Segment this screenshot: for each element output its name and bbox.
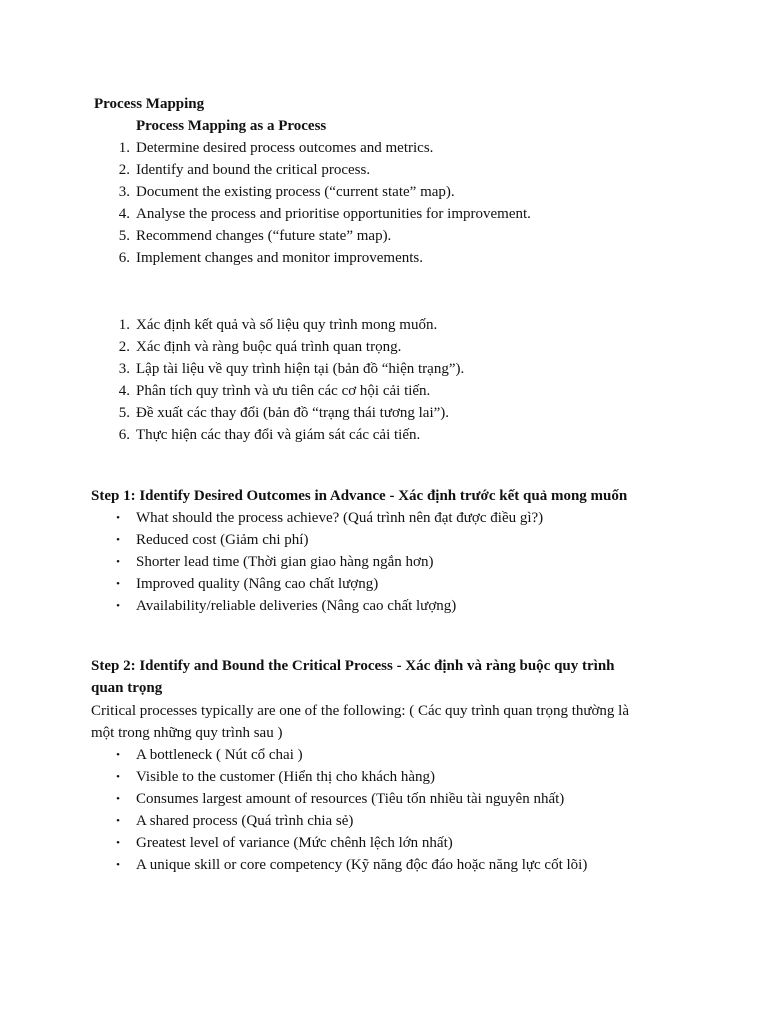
step2-heading-continued: quan trọng: [91, 680, 163, 696]
list-number: 1.: [118, 317, 130, 333]
list-item-text: Reduced cost (Giảm chi phí): [136, 532, 309, 548]
list-item: [116, 551, 543, 573]
list-item: [116, 788, 587, 810]
list-item-text: A unique skill or core competency (Kỹ năng độc đáo hoặc năng lực cốt lõi): [136, 857, 588, 873]
list-number: 6.: [118, 427, 130, 443]
list-item-text: Determine desired process outcomes and metrics.: [136, 140, 434, 156]
list-item: [118, 380, 464, 402]
list-item: [118, 181, 531, 203]
english-steps-list: [118, 137, 531, 269]
bullet-icon: •: [116, 837, 120, 849]
list-item-text: What should the process achieve? (Quá trình nên đạt được điều gì?): [136, 510, 544, 526]
list-item: [118, 225, 531, 247]
list-number: 2.: [118, 162, 130, 178]
list-item: [116, 766, 587, 788]
step1-bullet-list: [116, 507, 544, 617]
list-number: 4.: [118, 206, 130, 222]
list-item-text: Improved quality (Nâng cao chất lượng): [136, 576, 379, 592]
list-item-text: Implement changes and monitor improvements.: [136, 250, 424, 266]
list-item: [118, 424, 464, 446]
list-item: [118, 247, 531, 269]
list-item: [118, 137, 531, 159]
list-item: [116, 854, 588, 876]
list-item-text: Phân tích quy trình và ưu tiên các cơ hội cải tiến.: [136, 383, 431, 399]
list-item-text: A bottleneck ( Nút cổ chai ): [136, 747, 303, 763]
list-item: [116, 832, 587, 854]
list-number: 5.: [118, 405, 130, 421]
list-item: [118, 358, 465, 380]
list-item: [116, 810, 587, 832]
bullet-icon: •: [116, 771, 120, 783]
list-number: 1.: [118, 140, 130, 156]
list-item: [118, 159, 531, 181]
step2-bullet-list: [116, 744, 588, 876]
vietnamese-steps-list: [118, 314, 465, 446]
list-item-text: Shorter lead time (Thời gian giao hàng ngắn hơn): [136, 554, 434, 570]
bullet-icon: •: [116, 512, 120, 524]
list-number: 6.: [118, 250, 130, 266]
list-item-text: Recommend changes (“future state” map).: [136, 228, 392, 244]
bullet-icon: •: [116, 815, 120, 827]
bullet-icon: •: [116, 793, 120, 805]
list-number: 4.: [118, 383, 130, 399]
bullet-icon: •: [116, 600, 120, 612]
list-item: [116, 529, 543, 551]
list-item: [118, 203, 531, 225]
list-item-text: Thực hiện các thay đổi và giám sát các cải tiến.: [136, 427, 421, 443]
list-item: [116, 595, 543, 617]
bullet-icon: •: [116, 859, 120, 871]
document-title: Process Mapping: [94, 96, 205, 112]
bullet-icon: •: [116, 556, 120, 568]
list-item-text: Xác định và ràng buộc quá trình quan trọng.: [136, 339, 402, 355]
bullet-icon: •: [116, 749, 120, 761]
step1-heading: Step 1: Identify Desired Outcomes in Advance - Xác định trước kết quả mong muốn: [91, 488, 628, 504]
step2-intro: Critical processes typically are one of the following: ( Các quy trình quan trọng thường là: [91, 703, 630, 719]
list-item-text: Greatest level of variance (Mức chênh lệch lớn nhất): [136, 835, 453, 851]
list-item-text: Analyse the process and prioritise opportunities for improvement.: [136, 206, 531, 222]
section-subtitle: Process Mapping as a Process: [136, 118, 327, 134]
list-item-text: Consumes largest amount of resources (Tiêu tốn nhiều tài nguyên nhất): [136, 791, 565, 807]
list-item: [118, 336, 464, 358]
list-item-text: Đề xuất các thay đổi (bản đồ “trạng thái tương lai”).: [136, 405, 450, 421]
list-number: 3.: [118, 361, 130, 377]
list-item-text: Availability/reliable deliveries (Nâng cao chất lượng): [136, 598, 457, 614]
step2-heading: Step 2: Identify and Bound the Critical Process - Xác định và ràng buộc quy trình: [91, 658, 615, 674]
list-item: [118, 314, 464, 336]
list-item-text: Lập tài liệu về quy trình hiện tại (bản đồ “hiện trạng”).: [136, 361, 465, 377]
list-number: 2.: [118, 339, 130, 355]
list-item-text: Xác định kết quả và số liệu quy trình mong muốn.: [136, 317, 438, 333]
list-item-text: A shared process (Quá trình chia sẻ): [136, 813, 354, 829]
bullet-icon: •: [116, 578, 120, 590]
list-item-text: Visible to the customer (Hiển thị cho khách hàng): [136, 769, 436, 785]
list-item: [116, 744, 587, 766]
bullet-icon: •: [116, 534, 120, 546]
list-item-text: Document the existing process (“current state” map).: [136, 184, 455, 200]
list-item: [116, 507, 544, 529]
list-item: [116, 573, 543, 595]
list-number: 3.: [118, 184, 130, 200]
list-item-text: Identify and bound the critical process.: [136, 162, 371, 178]
list-item: [118, 402, 464, 424]
list-number: 5.: [118, 228, 130, 244]
step2-intro-continued: một trong những quy trình sau ): [91, 725, 283, 741]
